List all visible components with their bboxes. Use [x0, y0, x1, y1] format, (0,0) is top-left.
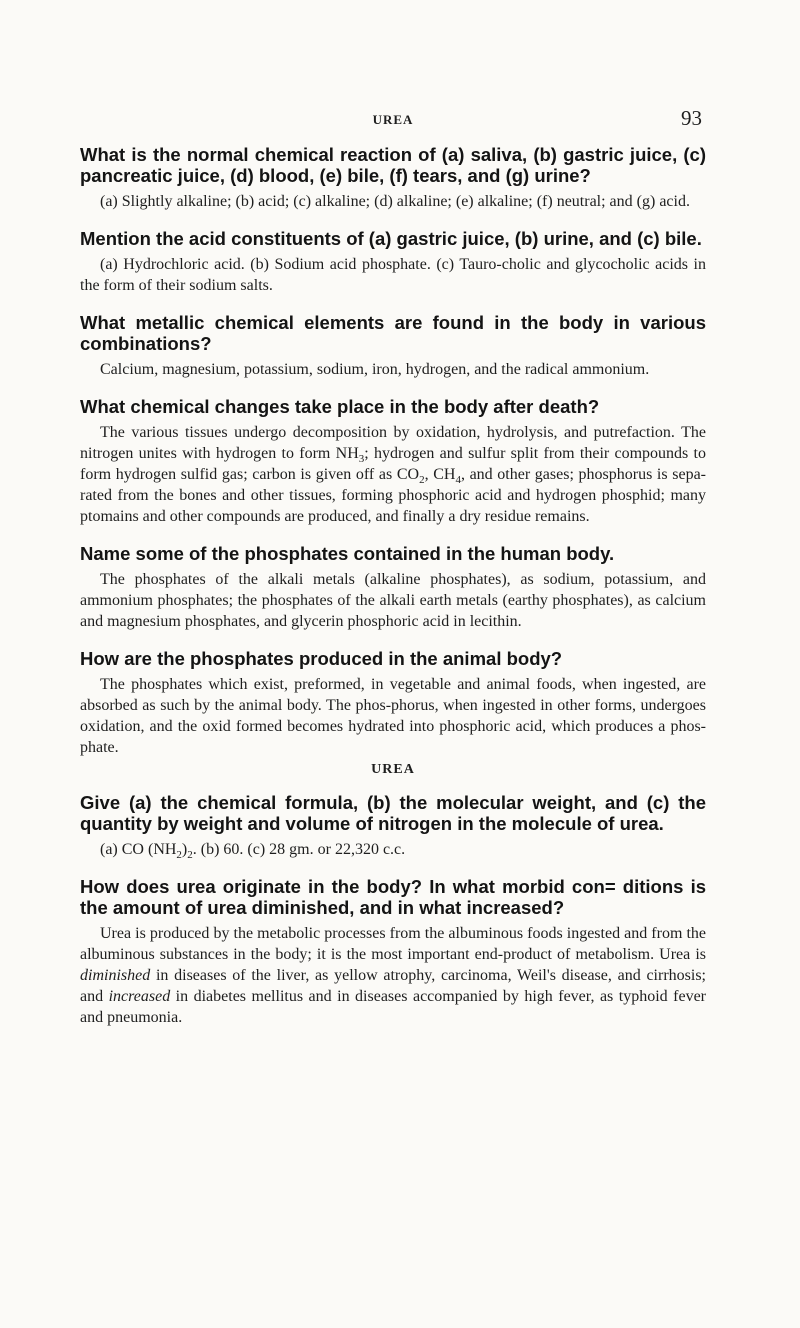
- subscript: 2: [419, 474, 425, 487]
- answer-text: in diabetes mellitus and in diseases accompanied by high fever, as typhoid fever and pneumonia.: [80, 988, 706, 1026]
- answer-paragraph: The phosphates which exist, preformed, in vegetable and animal foods, when ingested, are absorbed as such by the animal body. The phos-phorus, when ingested in other forms, undergoes oxidation, and the oxid formed becomes hydrated into phosphoric acid, which produces a phos-phate.: [80, 676, 706, 756]
- running-head-title: UREA: [372, 112, 414, 127]
- answer-text: ): [181, 841, 188, 858]
- section-subheading: UREA: [371, 762, 415, 777]
- answer-text: , CH: [424, 466, 456, 483]
- answer-text: ; hydrogen and sulfur split from their compounds to form hydrogen sulfid gas; carbon is given off as CO: [80, 445, 706, 483]
- question-heading: How does urea originate in the body? In what morbid con= ditions is the amount of urea diminished, and in what increased?: [80, 876, 706, 918]
- question-heading: What metallic chemical elements are found in the body in various combinations?: [80, 312, 706, 354]
- emphasis: diminished: [80, 967, 151, 984]
- answer-paragraph: [80, 422, 706, 527]
- qa-section-urea-origin: [80, 876, 706, 1028]
- running-head: [80, 108, 706, 144]
- question-heading: How are the phosphates produced in the animal body?: [80, 648, 563, 669]
- answer-paragraph: (a) Slightly alkaline; (b) acid; (c) alkaline; (d) alkaline; (e) alkaline; (f) neutral; and (g) acid.: [100, 193, 690, 210]
- qa-section-acids: [80, 228, 706, 296]
- answer-text: in diseases of the liver, as yellow atrophy, carcinoma, Weil's disease, and cirrhosis; and: [80, 967, 706, 1005]
- answer-text: (a) CO (NH: [100, 841, 177, 858]
- subscript: 2: [176, 849, 182, 862]
- answer-paragraph: [80, 923, 706, 1028]
- question-heading: What chemical changes take place in the body after death?: [80, 396, 600, 417]
- page-number: 93: [681, 106, 702, 130]
- answer-text: . (b) 60. (c) 28 gm. or 22,320 c.c.: [192, 841, 406, 858]
- answer-text: Urea is produced by the metabolic processes from the albuminous foods ingested and from the albuminous substances in the body; it is the most important end-product of metabolism. Urea is: [80, 925, 706, 963]
- qa-section-phosphate-production: [80, 648, 706, 758]
- qa-section-metals: [80, 312, 706, 380]
- question-heading: What is the normal chemical reaction of (a) saliva, (b) gastric juice, (c) pancreatic juice, (d) blood, (e) bile, (f) tears, and (g) urine?: [80, 144, 706, 186]
- question-heading: Mention the acid constituents of (a) gastric juice, (b) urine, and (c) bile.: [80, 228, 702, 249]
- question-heading: Name some of the phosphates contained in the human body.: [80, 543, 615, 564]
- qa-section-reactions: [80, 144, 706, 212]
- answer-paragraph: Calcium, magnesium, potassium, sodium, iron, hydrogen, and the radical ammonium.: [100, 361, 650, 378]
- book-page: [80, 108, 706, 1044]
- subscript: 4: [455, 474, 461, 487]
- answer-paragraph: The phosphates of the alkali metals (alkaline phosphates), as sodium, potassium, and ammonium phosphates; the phosphates of the alkali earth metals (earthy phosphates), as calcium and magnesium phosphates, and glycerin phosphoric acid in lecithin.: [80, 571, 706, 630]
- subscript: 3: [358, 453, 365, 466]
- answer-text: , and other gases; phosphorus is sepa-rated from the bones and other tissues, forming phosphoric acid and hydrogen phosphid; many ptomains and other compounds are produced, and finally a dry residue remains.: [80, 466, 706, 525]
- qa-section-death-changes: [80, 396, 706, 527]
- question-heading: Give (a) the chemical formula, (b) the molecular weight, and (c) the quantity by weight and volume of nitrogen in the molecule of urea.: [80, 792, 706, 834]
- answer-text: The various tissues undergo decomposition by oxidation, hydrolysis, and putrefaction. The nitrogen unites with hydrogen to form NH: [80, 424, 706, 462]
- qa-section-phosphates: [80, 543, 706, 632]
- answer-paragraph: (a) Hydrochloric acid. (b) Sodium acid phosphate. (c) Tauro-cholic and glycocholic acids in the form of their sodium salts.: [80, 256, 706, 294]
- qa-section-urea-formula: [80, 792, 706, 860]
- answer-paragraph: [80, 839, 706, 860]
- emphasis: increased: [108, 988, 171, 1005]
- subscript: 2: [187, 849, 193, 862]
